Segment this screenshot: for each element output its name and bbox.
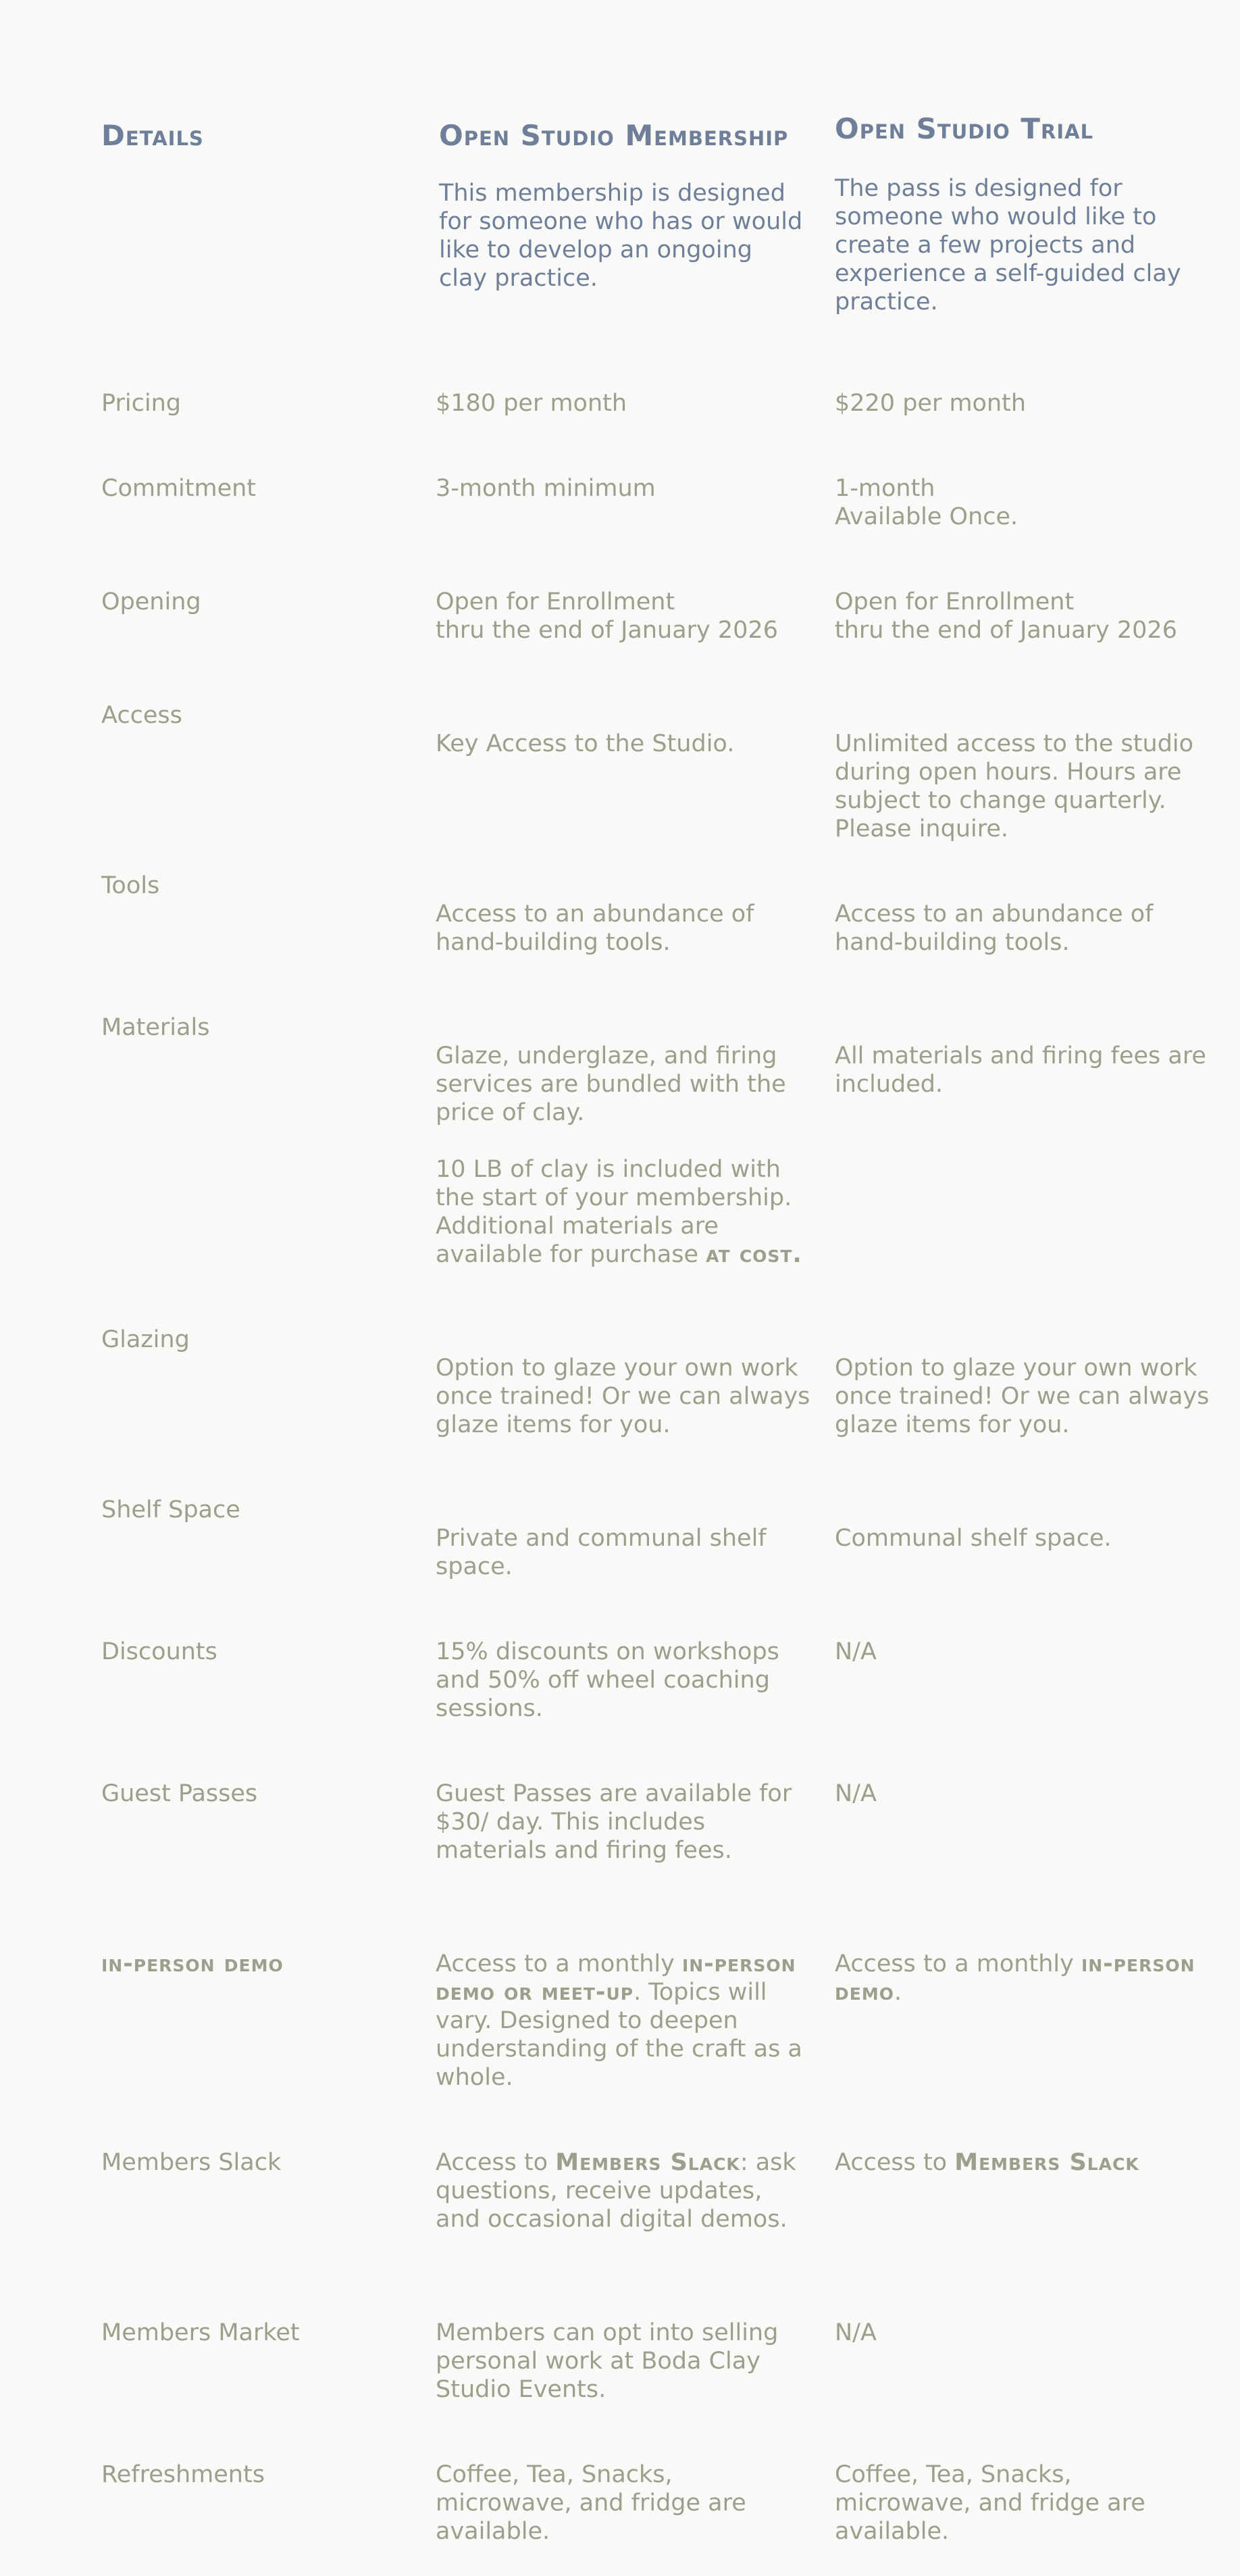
commitment-trial-line1: 1-month	[835, 475, 935, 502]
materials-membership-paragraph-2	[436, 1155, 814, 1269]
opening-trial-line2: thru the end of January 2026	[835, 617, 1177, 644]
row-label-in-person-demo: in-person demo	[101, 1950, 284, 1977]
membership-plan-description: This membership is designed for someone who has or would like to develop an ongoing clay practice.	[439, 180, 803, 292]
row-label-commitment: Commitment	[101, 475, 257, 502]
members-slack-membership	[436, 2148, 814, 2233]
access-trial: Unlimited access to the studio during open hours. Hours are subject to change quarterly. Please inquire.	[835, 730, 1194, 842]
guest-passes-trial: N/A	[835, 1780, 877, 1807]
opening-membership-line2: thru the end of January 2026	[436, 617, 778, 644]
trial-plan-title: Open Studio Trial	[835, 112, 1094, 145]
refreshments-trial: Coffee, Tea, Snacks, microwave, and fridge are available.	[835, 2461, 1145, 2545]
materials-trial: All materials and firing fees are included.	[835, 1042, 1206, 1098]
tools-membership: Access to an abundance of hand-building tools.	[436, 901, 754, 956]
members-slack-trial-emphasis: Members Slack	[954, 2149, 1139, 2176]
demo-trial-emphasis: in-person demo	[835, 1950, 1195, 2006]
row-label-pricing: Pricing	[101, 390, 181, 417]
row-label-tools: Tools	[101, 872, 160, 899]
demo-membership-pre: Access to a monthly	[436, 1950, 675, 1977]
access-membership: Key Access to the Studio.	[436, 730, 735, 757]
opening-trial-line1: Open for Enrollment	[835, 588, 1075, 615]
row-label-members-slack: Members Slack	[101, 2149, 282, 2176]
row-label-discounts: Discounts	[101, 1638, 217, 1665]
demo-trial-pre: Access to a monthly	[835, 1950, 1074, 1977]
shelf-space-trial: Communal shelf space.	[835, 1525, 1112, 1552]
members-market-trial: N/A	[835, 2319, 877, 2346]
discounts-membership: 15% discounts on workshops and 50% off wheel coaching sessions.	[436, 1638, 779, 1722]
trial-plan-description: The pass is designed for someone who would like to create a few projects and experience a self-guided clay practice.	[835, 175, 1181, 315]
members-slack-membership-pre: Access to	[436, 2149, 548, 2176]
materials-membership-paragraph-1: Glaze, underglaze, and firing services are bundled with the price of clay.	[436, 1042, 786, 1126]
commitment-membership: 3-month minimum	[436, 475, 656, 502]
demo-trial-post: .	[894, 1979, 902, 2006]
members-market-membership: Members can opt into selling personal work at Boda Clay Studio Events.	[436, 2319, 779, 2403]
opening-membership	[436, 588, 814, 645]
materials-at-cost-emphasis: at cost.	[706, 1241, 802, 1268]
members-slack-trial-pre: Access to	[835, 2149, 948, 2176]
members-slack-membership-post: : ask questions, receive updates, and occasional digital demos.	[436, 2149, 796, 2233]
demo-membership-post: . Topics will vary. Designed to deepen understanding of the craft as a whole.	[436, 1979, 802, 2091]
materials-membership	[436, 1042, 814, 1269]
guest-passes-membership: Guest Passes are available for $30/ day. This includes materials and firing fees.	[436, 1780, 792, 1864]
opening-membership-line1: Open for Enrollment	[436, 588, 675, 615]
row-label-members-market: Members Market	[101, 2319, 300, 2346]
row-label-guest-passes: Guest Passes	[101, 1780, 258, 1807]
commitment-trial-line2: Available Once.	[835, 503, 1018, 530]
details-header: Details	[101, 119, 204, 152]
glazing-membership: Option to glaze your own work once trained! Or we can always glaze items for you.	[436, 1355, 810, 1438]
shelf-space-membership: Private and communal shelf space.	[436, 1525, 767, 1580]
pricing-trial: $220 per month	[835, 390, 1027, 417]
row-label-shelf-space: Shelf Space	[101, 1496, 240, 1523]
membership-plan-title: Open Studio Membership	[439, 119, 789, 152]
tools-trial: Access to an abundance of hand-building tools.	[835, 901, 1154, 956]
members-slack-membership-emphasis: Members Slack	[555, 2149, 740, 2176]
row-label-glazing: Glazing	[101, 1326, 190, 1353]
materials-membership-paragraph-2-text: 10 LB of clay is included with the start of your membership. Additional materials are available for purchase	[436, 1156, 792, 1268]
members-slack-trial	[835, 2148, 1213, 2177]
row-label-access: Access	[101, 702, 182, 729]
demo-trial	[835, 1950, 1213, 2006]
refreshments-membership: Coffee, Tea, Snacks, microwave, and fridge are available.	[436, 2461, 746, 2545]
opening-trial	[835, 588, 1213, 645]
discounts-trial: N/A	[835, 1638, 877, 1665]
glazing-trial: Option to glaze your own work once trained! Or we can always glaze items for you.	[835, 1355, 1210, 1438]
demo-membership	[436, 1950, 814, 2092]
row-label-opening: Opening	[101, 588, 201, 615]
commitment-trial	[835, 474, 1213, 531]
row-label-refreshments: Refreshments	[101, 2461, 265, 2488]
row-label-materials: Materials	[101, 1014, 210, 1041]
pricing-membership: $180 per month	[436, 390, 627, 417]
demo-membership-emphasis: in-person demo or meet-up	[436, 1950, 796, 2006]
